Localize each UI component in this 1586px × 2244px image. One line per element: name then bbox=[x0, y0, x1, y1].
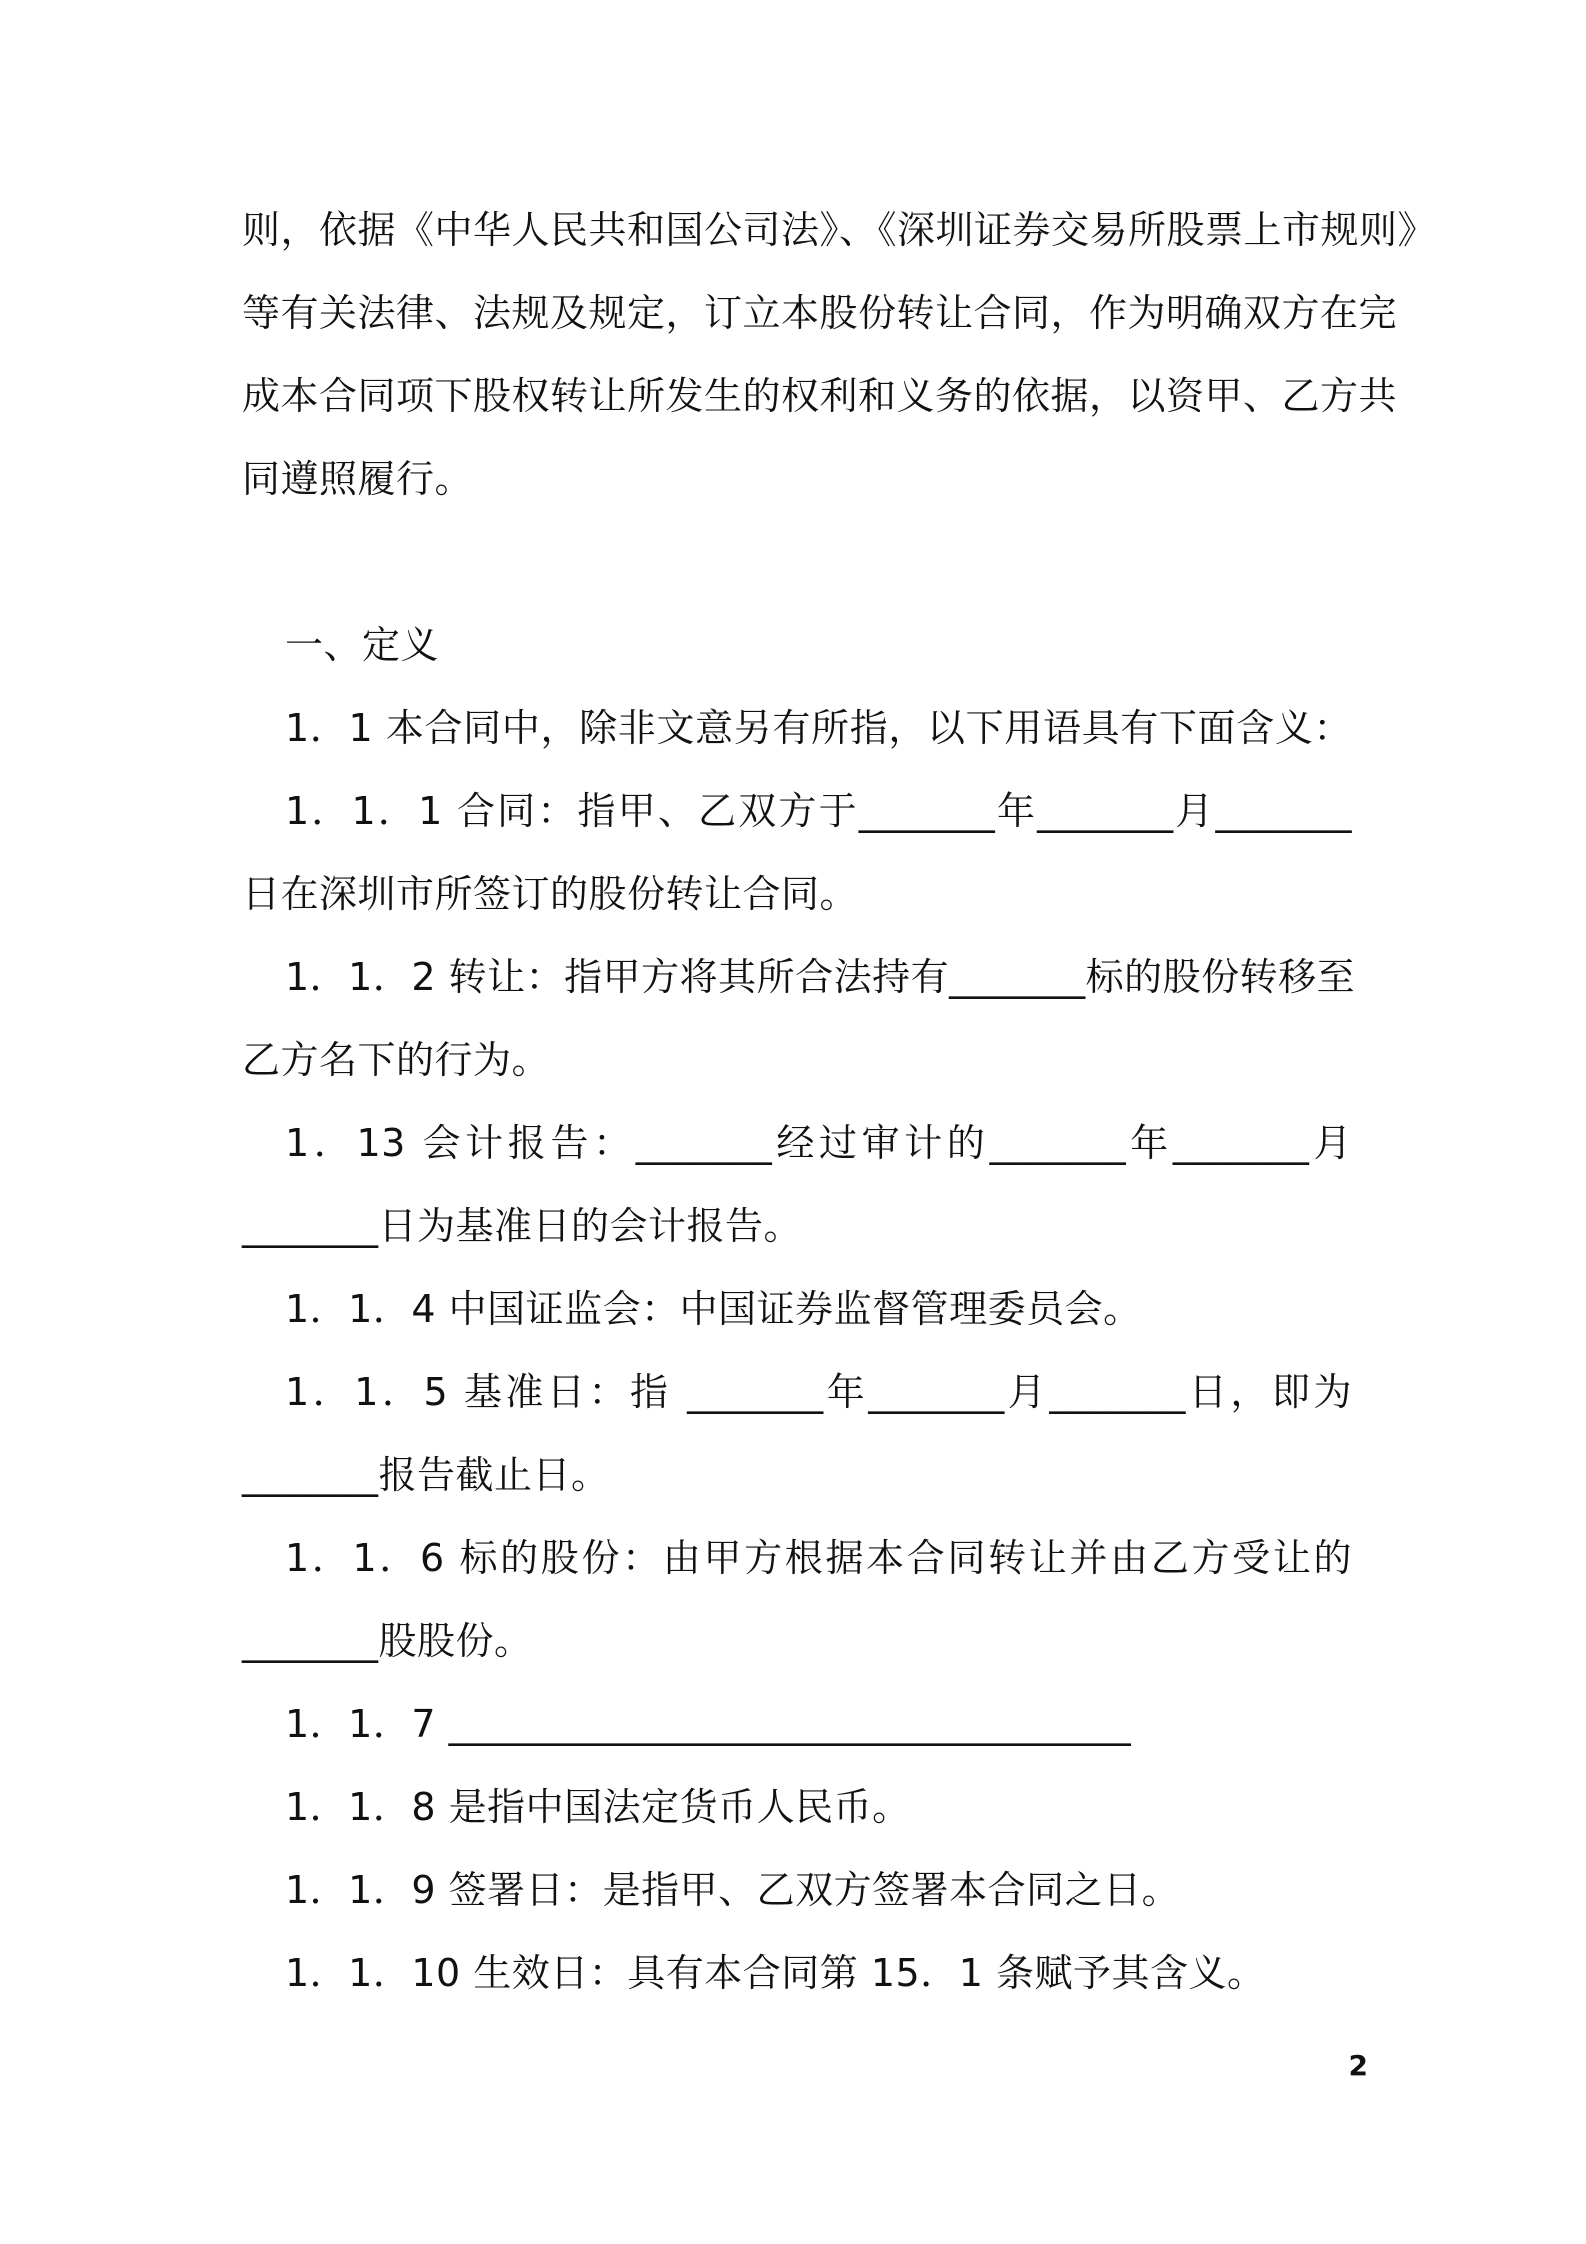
clause-1-1-1: 1．1．1 合同：指甲、乙双方于_______年_______月_______ bbox=[285, 789, 1352, 833]
clause-1-13: 1．13 会计报告：_______经过审计的_______年_______月 bbox=[285, 1121, 1352, 1165]
clause-1-1: 1．1 本合同中，除非文意另有所指，以下用语具有下面含义： bbox=[285, 706, 1352, 750]
clause-1-1-2: 1．1．2 转让：指甲方将其所合法持有_______标的股份转移至 bbox=[285, 955, 1356, 999]
paragraph-line-3: 成本合同项下股权转让所发生的权利和义务的依据，以资甲、乙方共 bbox=[242, 374, 1398, 418]
clause-1-1-6: 1．1．6 标的股份：由甲方根据本合同转让并由乙方受让的 bbox=[285, 1536, 1352, 1580]
clause-1-1-9: 1．1．9 签署日：是指甲、乙双方签署本合同之日。 bbox=[285, 1868, 1181, 1912]
clause-1-1-5: 1．1．5 基准日：指 _______年_______月_______日，即为 bbox=[285, 1370, 1352, 1414]
clause-1-1-2-continuation: 乙方名下的行为。 bbox=[242, 1038, 551, 1082]
clause-1-1-10: 1．1．10 生效日：具有本合同第 15．1 条赋予其含义。 bbox=[285, 1951, 1266, 1995]
page-number: 2 bbox=[1348, 2049, 1368, 2082]
clause-1-1-5-continuation: _______报告截止日。 bbox=[242, 1453, 610, 1497]
paragraph-line-1: 则，依据《中华人民共和国公司法》、《深圳证券交易所股票上市规则》 bbox=[242, 208, 1437, 252]
clause-1-1-4: 1．1．4 中国证监会：中国证券监督管理委员会。 bbox=[285, 1287, 1142, 1331]
clause-1-1-8: 1．1．8 是指中国法定货币人民币。 bbox=[285, 1785, 911, 1829]
paragraph-line-4: 同遵照履行。 bbox=[242, 457, 474, 501]
clause-1-1-7: 1．1．7 ___________________________________ bbox=[285, 1702, 1132, 1746]
clause-1-1-1-continuation: 日在深圳市所签订的股份转让合同。 bbox=[242, 872, 859, 916]
clause-1-1-6-continuation: _______股股份。 bbox=[242, 1619, 533, 1663]
section-heading: 一、定义 bbox=[285, 623, 440, 667]
clause-1-13-continuation: _______日为基准日的会计报告。 bbox=[242, 1204, 803, 1248]
paragraph-line-2: 等有关法律、法规及规定，订立本股份转让合同，作为明确双方在完 bbox=[242, 291, 1398, 335]
